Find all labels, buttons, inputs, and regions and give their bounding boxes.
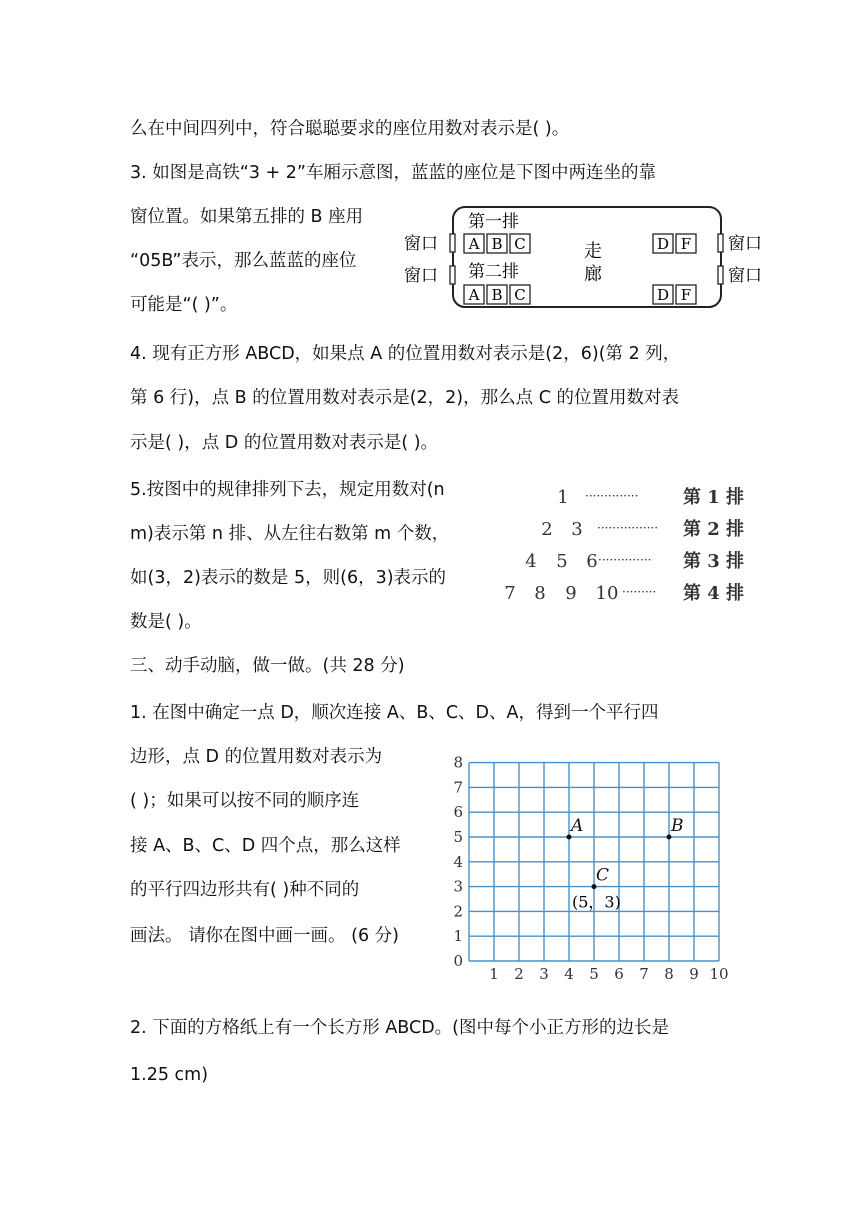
y-tick-4: 4 <box>453 852 463 871</box>
triangle-number-5: 5 <box>556 551 568 572</box>
row-1-right-seat-d-label: D <box>656 235 670 253</box>
triangle-row-label-1: 第 1 排 <box>683 487 745 508</box>
text-line-1: 么在中间四列中，符合聪聪要求的座位用数对表示是( )。 <box>130 119 570 139</box>
seat-group-row-1-right <box>653 234 696 253</box>
q4-line-2: 第 6 行)，点 B 的位置用数对表示是(2，2)，那么点 C 的位置用数对表 <box>130 388 679 408</box>
row-1-seat-b-label: B <box>491 235 503 253</box>
row-1-right-seat-f-label: F <box>680 235 692 253</box>
row-1-label: 第一排 <box>468 212 519 232</box>
x-tick-9: 9 <box>689 965 699 983</box>
q3-line-4: 可能是“( )”。 <box>130 295 238 315</box>
triangle-number-3: 3 <box>571 519 583 540</box>
window-label-right-2: 窗口 <box>728 266 762 286</box>
row-2-seat-a-label: A <box>468 286 480 304</box>
row-1-seat-c-label: C <box>514 235 526 253</box>
row-2-seat-c-label: C <box>514 286 526 304</box>
triangle-dots-row-3: ·············· <box>598 553 652 567</box>
triangle-row-label-2: 第 2 排 <box>683 519 745 540</box>
q4-line-3: 示是( )，点 D 的位置用数对表示是( )。 <box>130 433 439 453</box>
triangle-number-4: 4 <box>525 551 537 572</box>
q5-line-3: 如(3，2)表示的数是 5，则(6，3)表示的 <box>130 568 447 588</box>
row-2-label: 第二排 <box>468 262 519 282</box>
point-c-coordinate-note: (5，3) <box>572 892 621 912</box>
p2-line-1: 2. 下面的方格纸上有一个长方形 ABCD。(图中每个小正方形的边长是 <box>130 1018 670 1038</box>
section-3-title: 三、动手动脑，做一做。(共 28 分) <box>130 656 405 676</box>
x-tick-7: 7 <box>639 965 649 983</box>
y-tick-1: 1 <box>453 927 463 946</box>
q5-line-2: m)表示第 n 排、从左往右数第 m 个数， <box>130 524 450 544</box>
triangle-row-label-3: 第 3 排 <box>683 551 745 572</box>
window-label-left-2: 窗口 <box>404 266 438 286</box>
row-2-right-seat-f-label: F <box>680 286 692 304</box>
seat-group-row-2-left <box>464 285 530 304</box>
x-tick-10: 10 <box>709 965 729 983</box>
y-tick-6: 6 <box>453 803 463 822</box>
seat-group-row-2-right <box>653 285 696 304</box>
triangle-number-10: 10 <box>595 583 619 604</box>
point-b-label: B <box>671 816 684 836</box>
p1-line-5: 的平行四边形共有( )种不同的 <box>130 880 360 900</box>
p1-line-6: 画法。 请你在图中画一画。 (6 分) <box>130 926 399 946</box>
point-c-label: C <box>596 865 610 886</box>
point-a-label: A <box>571 816 584 836</box>
row-2-seat-b-label: B <box>491 286 503 304</box>
row-2-right-seat-d-label: D <box>656 286 670 304</box>
x-tick-4: 4 <box>564 965 574 983</box>
x-tick-2: 2 <box>514 965 524 983</box>
x-tick-6: 6 <box>614 965 624 983</box>
window-slot-right-1 <box>718 234 723 252</box>
q3-line-1: 3. 如图是高铁“3 + 2”车厢示意图，蓝蓝的座位是下图中两连坐的靠 <box>130 163 656 183</box>
p2-line-2: 1.25 cm) <box>130 1065 209 1085</box>
x-tick-5: 5 <box>589 965 599 983</box>
x-tick-3: 3 <box>539 965 549 983</box>
p1-line-4: 接 A、B、C、D 四个点，那么这样 <box>130 836 401 856</box>
triangle-row-label-4: 第 4 排 <box>683 583 745 604</box>
triangle-dots-row-4: ········· <box>622 585 657 599</box>
p1-line-2: 边形，点 D 的位置用数对表示为 <box>130 747 383 767</box>
y-tick-8: 8 <box>453 753 463 772</box>
y-tick-2: 2 <box>453 902 463 921</box>
triangle-dots-row-1: ·············· <box>585 489 639 503</box>
q3-line-2: 窗位置。如果第五排的 B 座用 <box>130 207 364 227</box>
triangle-number-1: 1 <box>557 487 569 508</box>
y-tick-0: 0 <box>453 952 463 970</box>
triangle-number-6: 6 <box>586 551 598 572</box>
y-tick-5: 5 <box>453 828 463 846</box>
window-label-right-1: 窗口 <box>728 234 762 254</box>
window-slot-left-2 <box>450 266 455 284</box>
y-tick-7: 7 <box>453 778 463 797</box>
window-slot-left-1 <box>450 234 455 252</box>
y-tick-3: 3 <box>453 877 463 896</box>
train-carriage-diagram <box>398 200 778 312</box>
p1-line-1: 1. 在图中确定一点 D，顺次连接 A、B、C、D、A，得到一个平行四 <box>130 703 659 723</box>
p1-line-3: ( )；如果可以按不同的顺序连 <box>130 791 360 811</box>
x-tick-8: 8 <box>664 965 674 983</box>
q5-line-1: 5.按图中的规律排列下去，规定用数对(n <box>130 480 445 500</box>
seat-group-row-1-left <box>464 234 530 253</box>
number-triangle-diagram <box>490 482 760 607</box>
q3-line-3: “05B”表示，那么蓝蓝的座位 <box>130 251 357 271</box>
x-tick-1: 1 <box>489 965 499 983</box>
row-1-seat-a-label: A <box>468 235 480 253</box>
triangle-number-2: 2 <box>541 519 553 540</box>
window-label-left-1: 窗口 <box>404 234 438 254</box>
triangle-number-9: 9 <box>565 583 577 604</box>
q5-line-4: 数是( )。 <box>130 612 202 632</box>
triangle-dots-row-2: ················ <box>597 521 659 535</box>
triangle-number-7: 7 <box>504 583 516 604</box>
q4-line-1: 4. 现有正方形 ABCD，如果点 A 的位置用数对表示是(2，6)(第 2 列， <box>130 344 681 364</box>
coordinate-grid <box>440 750 740 985</box>
triangle-number-8: 8 <box>534 583 546 604</box>
aisle-label-1: 走 <box>584 241 602 262</box>
window-slot-right-2 <box>718 266 723 284</box>
aisle-label-2: 廊 <box>584 264 602 285</box>
